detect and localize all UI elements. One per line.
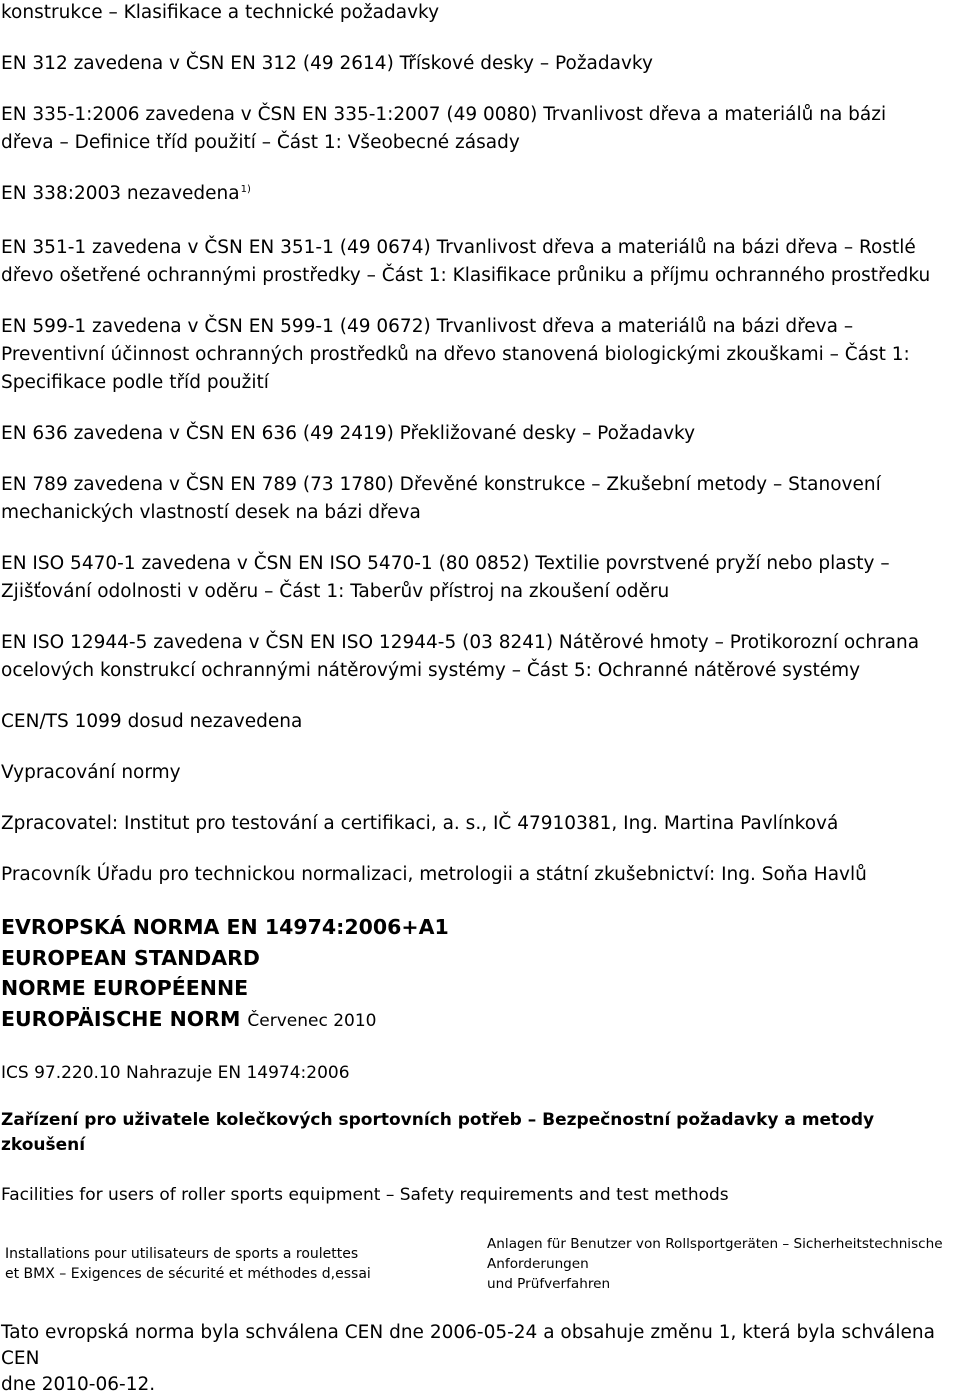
continuation-line: konstrukce – Klasifikace a technické požadavky xyxy=(1,2,440,23)
reference-line-with-footnote xyxy=(1,180,960,211)
reference-entry xyxy=(1,629,960,685)
reference-line: EN 351-1 zavedena v ČSN EN 351-1 (49 0674) Trvanlivost dřeva a materiálů na bázi dřeva – Rostlé xyxy=(1,237,916,258)
reference-line: EN 312 zavedena v ČSN EN 312 (49 2614) Třískové desky – Požadavky xyxy=(1,53,653,74)
approval-line: Tato evropská norma byla schválena CEN dne 2006-05-24 a obsahuje změnu 1, která byla schválena xyxy=(1,1322,935,1343)
reference-line: Zjišťování odolnosti v oděru – Část 1: Taberův přístroj na zkoušení oděru xyxy=(1,581,670,602)
title-fr xyxy=(5,1244,371,1284)
office-staff-line: Pracovník Úřadu pro technickou normalizaci, metrologii a státní zkušebnictví: Ing. Soňa Havlů xyxy=(1,864,867,885)
title-fr-line: et BMX – Exigences de sécurité et méthodes d,essai xyxy=(5,1266,371,1282)
reference-line: EN 636 zavedena v ČSN EN 636 (49 2419) Překližované desky – Požadavky xyxy=(1,423,696,444)
reference-entry xyxy=(1,550,960,606)
title-fr-line: Installations pour utilisateurs de sports a roulettes xyxy=(5,1246,359,1262)
reference-entry xyxy=(1,234,960,290)
standard-title-en: EUROPEAN STANDARD xyxy=(1,945,260,970)
reference-line: EN 789 zavedena v ČSN EN 789 (73 1780) Dřevěné konstrukce – Zkušební metody – Stanovení xyxy=(1,474,881,495)
standard-title-cs: EVROPSKÁ NORMA EN 14974:2006+A1 xyxy=(1,915,449,939)
reference-entry xyxy=(1,420,960,448)
standard-header xyxy=(1,912,960,1036)
standard-title-de: EUROPÄISCHE NORM xyxy=(1,1006,241,1031)
reference-line: EN 599-1 zavedena v ČSN EN 599-1 (49 0672) Trvanlivost dřeva a materiálů na bázi dřeva – xyxy=(1,316,854,337)
reference-line: EN ISO 12944-5 zavedena v ČSN EN ISO 12944-5 (03 8241) Nátěrové hmoty – Protikorozní ochrana xyxy=(1,632,920,653)
title-de-line: und Prüfverfahren xyxy=(487,1276,611,1292)
standard-title-fr: NORME EUROPÉENNE xyxy=(1,976,249,1000)
reference-line: EN 335-1:2006 zavedena v ČSN EN 335-1:2007 (49 0080) Trvanlivost dřeva a materiálů na bázi xyxy=(1,104,887,125)
reference-line: Specifikace podle tříd použití xyxy=(1,372,269,393)
title-de-line: Anforderungen xyxy=(487,1256,589,1272)
reference-entry xyxy=(1,471,960,527)
title-cs xyxy=(1,1108,960,1158)
reference-line: CEN/TS 1099 dosud nezavedena xyxy=(1,711,303,732)
title-de-line: Anlagen für Benutzer von Rollsportgeräten – Sicherheitstechnische xyxy=(487,1236,943,1252)
office-staff-paragraph xyxy=(1,861,960,889)
ics-line: ICS 97.220.10 Nahrazuje EN 14974:2006 xyxy=(1,1063,350,1083)
approval-line: dne 2010-06-12. xyxy=(1,1374,156,1394)
reference-line: dřevo ošetřené ochrannými prostředky – Část 1: Klasifikace průniku a příjmu ochranného prostředku xyxy=(1,265,931,286)
reference-entry xyxy=(1,180,960,211)
reference-line: EN 338:2003 nezavedena xyxy=(1,183,240,204)
reference-entry xyxy=(1,101,960,157)
reference-line: dřeva – Definice tříd použití – Část 1: Všeobecné zásady xyxy=(1,132,520,153)
reference-line: Preventivní účinnost ochranných prostředků na dřevo stanovená biologickými zkouškami – Část 1: xyxy=(1,344,910,365)
title-de xyxy=(487,1234,943,1294)
reference-entry xyxy=(1,313,960,397)
publication-date: Červenec 2010 xyxy=(247,1010,377,1031)
footnote-mark: 1) xyxy=(240,184,251,195)
reference-line: mechanických vlastností desek na bázi dřeva xyxy=(1,502,421,523)
approval-text xyxy=(1,1320,960,1394)
reference-entry xyxy=(1,50,960,78)
title-translations xyxy=(1,1234,960,1294)
preparation-heading: Vypracování normy xyxy=(1,762,181,783)
ics-paragraph xyxy=(1,1059,960,1087)
title-cs-line: zkoušení xyxy=(1,1135,86,1155)
continuation-paragraph xyxy=(1,0,960,27)
reference-line: EN ISO 5470-1 zavedena v ČSN EN ISO 5470-1 (80 0852) Textilie povrstvené pryží nebo plasty – xyxy=(1,553,890,574)
reference-line: ocelových konstrukcí ochrannými nátěrovými systémy – Část 5: Ochranné nátěrové systémy xyxy=(1,660,861,681)
processor-paragraph xyxy=(1,810,960,838)
title-cs-line: Zařízení pro uživatele kolečkových sportovních potřeb – Bezpečnostní požadavky a metody xyxy=(1,1110,875,1130)
preparation-heading-paragraph xyxy=(1,759,960,787)
processor-line: Zpracovatel: Institut pro testování a certifikaci, a. s., IČ 47910381, Ing. Martina Pavlínková xyxy=(1,813,839,834)
reference-entry xyxy=(1,708,960,736)
standard-title-de-row xyxy=(1,1004,960,1037)
title-en xyxy=(1,1181,960,1209)
approval-line: CEN xyxy=(1,1348,40,1369)
title-en-line: Facilities for users of roller sports equipment – Safety requirements and test methods xyxy=(1,1185,729,1205)
